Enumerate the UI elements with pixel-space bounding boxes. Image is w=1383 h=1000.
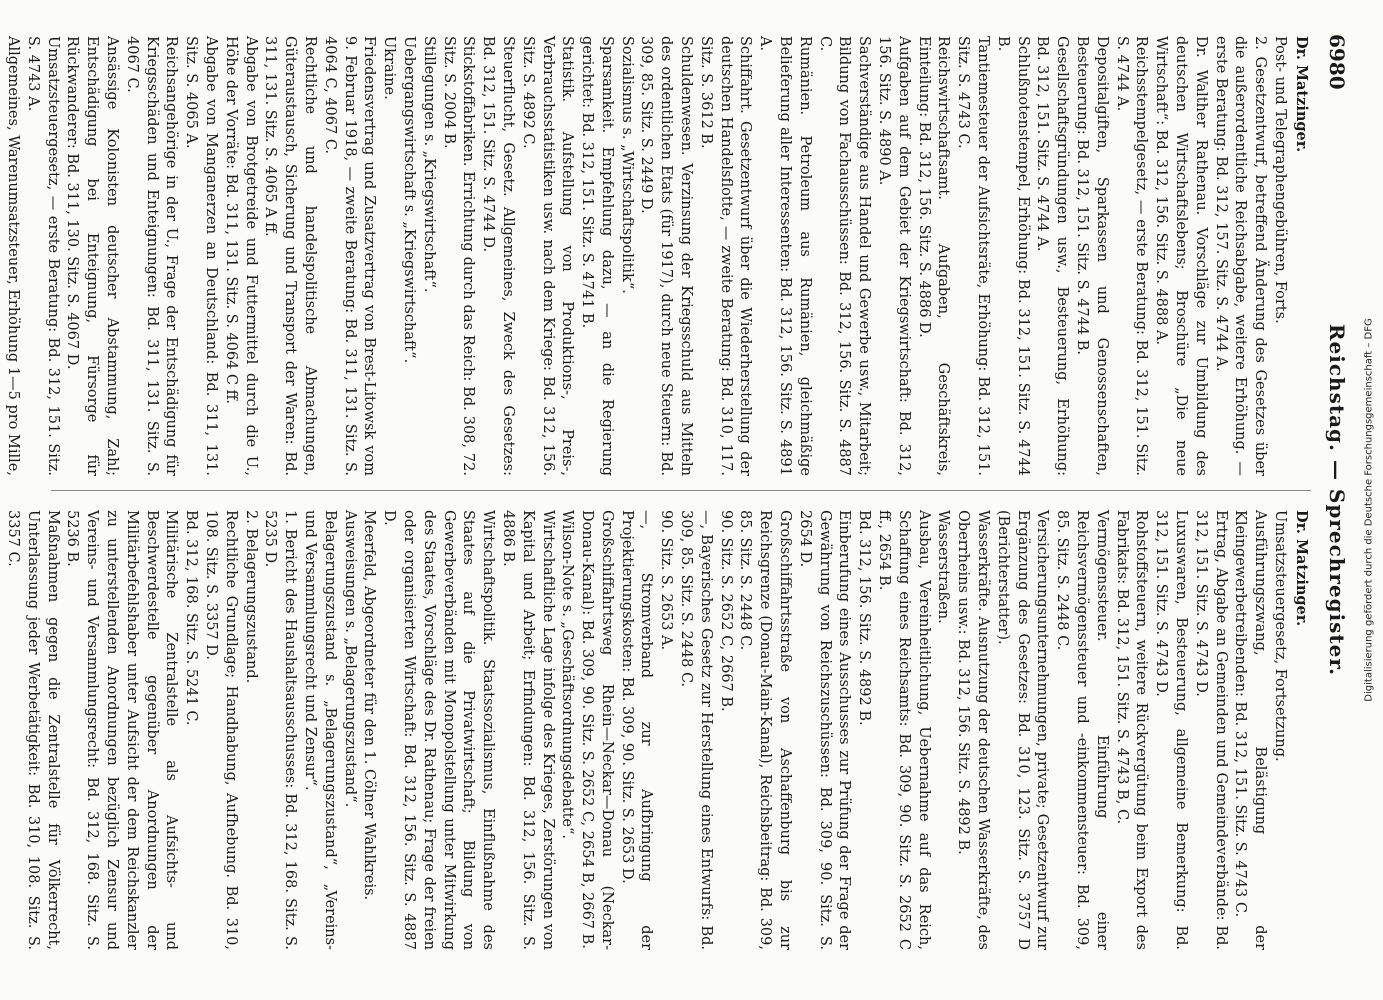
index-entry: Stillegungen s. „Kriegswirtschaft“. xyxy=(420,36,437,293)
index-entry: Uebergangswirtschaft s. „Kriegswirtschaft“. xyxy=(400,36,417,364)
index-entry: Ausbau, Vereinheitlichung, Uebernahme auf das Reich, Schaffung eines Reichsamts: Bd. 309, 90. Sitz. S. 2652 C ff., 2654 B. xyxy=(875,510,932,950)
index-entry: Reichswirtschaftsamt. Aufgaben, Geschäftskreis, Einteilung: Bd. 312, 156. Sitz. S. 4886 D. xyxy=(915,36,951,476)
index-entry: Einberufung eines Ausschusses zur Prüfung der Frage der Gewährung von Reichszuschüssen: Bd. 309, 90. Sitz. S. 2654 D. xyxy=(796,510,852,950)
index-entry: Großschiffahrtsweg Rhein—Neckar—Donau (Neckar-Donau-Kanal): Bd. 309, 90. Sitz. S. 2652 C, 2654 B, 2667 B. xyxy=(578,510,615,950)
index-entry: Sachverständige aus Handel und Gewerbe usw., Mitarbeit; Bildung von Fachausschüssen: Bd. 312, 156. Sitz. S. 4887 C. xyxy=(816,36,872,476)
column-divider xyxy=(51,490,1311,491)
index-entry: Schiffahrt. Gesetzentwurf über die Wiederherstellung der deutschen Handelsflotte, — zweite Beratung: Bd. 310, 117. Sitz. S. 3612 B. xyxy=(697,36,753,476)
index-entry: —, Stromverband zur Aufbringung der Projektierungskosten: Bd. 309, 90. Sitz. S. 2653 D. xyxy=(618,510,654,950)
index-entry: Vermögenssteuer. Einführung einer Reichsvermögenssteuer und -einkommensteuer: Bd. 309, 85. Sitz. S. 2448 C. xyxy=(1053,510,1110,950)
index-entry: Großschiffahrtsstraße von Aschaffenburg bis zur Reichsgrenze (Donau-Main-Kanal), Reichsbeitrag: Bd. 309, 85. Sitz. S. 2448 C. xyxy=(736,510,793,950)
index-entry: Stickstoffabriken. Errichtung durch das Reich: Bd. 308, 72. Sitz. S. 2004 B. xyxy=(440,36,476,476)
index-entry: Bd. 312, 168. Sitz. S. 5241 C. xyxy=(182,510,199,726)
index-entry: Ukraine. xyxy=(380,36,397,100)
index-entry: Gesellschaftsgründungen usw., Besteuerung, Erhöhung: Bd. 312, 151. Sitz. S. 4744 A. xyxy=(1033,36,1070,476)
index-entry: Umsatzsteuergesetz, — erste Beratung: Bd. 312, 151. Sitz. S. 4743 A. xyxy=(24,36,61,476)
index-entry: Tantiemesteuer der Aufsichtsräte, Erhöhung: Bd. 312, 151. Sitz. S. 4743 C. xyxy=(954,36,991,476)
column-head: Dr. Matzinger. xyxy=(1292,36,1310,153)
funding-note-text: Digitalisierung gefördert durch die Deutsche Forschungsgemeinschaft – DFG xyxy=(1363,318,1375,702)
index-entry: Meerfeld, Abgeordneter für den 1. Cölner Wahlkreis. xyxy=(360,510,377,901)
funding-note xyxy=(1361,40,1377,980)
index-entry: Rechtliche und handelspolitische Abmachungen, Güteraustausch, Sicherung und Transport der Waren: Bd. 311, 131. Sitz. S. 4065 A ff. xyxy=(261,36,318,476)
index-entry: 1. Bericht des Haushaltsausschusses: Bd. 312, 168. Sitz. S. 5235 D. xyxy=(261,510,298,950)
index-entry: Rohstoffsteuern, weitere Rückvergütung beim Export des Fabrikats: Bd. 312, 151. Sitz. S. 4743 B, C. xyxy=(1113,510,1149,950)
right-column xyxy=(4,510,1311,950)
index-entry: Abgabe von Manganerzen an Deutschland: Bd. 311, 131. Sitz. S. 4065 A. xyxy=(182,36,219,476)
left-entries xyxy=(0,36,1289,476)
index-entry: Allgemeines, Warenumsatzsteuer, Erhöhung 1—5 pro Mille, xyxy=(4,36,21,476)
rotated-page xyxy=(4,10,1357,990)
page-number: 6980 xyxy=(1324,34,1349,90)
index-entry: Bd. 312, 156. Sitz. S. 4892 B. xyxy=(855,510,872,726)
index-entry: —, Bayerisches Gesetz zur Herstellung eines Entwurfs: Bd. 309, 85. Sitz. S. 2448 C. xyxy=(677,510,714,950)
index-entry: Belagerungszustand s. „Belagerungszustand“, „Vereins- und Versammlungsrecht und Zensur“. xyxy=(301,510,338,950)
index-entry: 2. Belagerungszustand. xyxy=(242,510,259,684)
left-column xyxy=(4,36,1311,476)
index-entry: Militärische Zentralstelle als Aufsichts- und Beschwerdestelle gegenüber Anordnungen der Militärbefehlshaber unter Aufsicht der dem Reichskanzler zu unterstellenden Anordnungen bezüglich Zensur und Vereins- und Versammlungsrecht: Bd. 312, 168. Sitz. S. 5236 B. xyxy=(63,510,179,950)
index-entry: Versicherungsunternehmungen, private; Gesetzentwurf zur Ergänzung des Gesetzes: Bd. 310, 123. Sitz. S. 3757 D (Berichterstatter). xyxy=(994,510,1050,950)
index-entry: Schuldenwesen. Verzinsung der Kriegsschuld aus Mitteln des ordentlichen Etats (für 1917), durch neue Steuern: Bd. 309, 85. Sitz. S. 2449 D. xyxy=(638,36,694,476)
index-entry: Wasserkräfte. Ausnutzung der deutschen Wasserkräfte, des Oberrheins usw.: Bd. 312, 156. Sitz. S. 4892 B. xyxy=(954,510,991,950)
index-entry: Steuerflucht, Gesetz. Allgemeines, Zweck des Gesetzes: Bd. 312, 151. Sitz. S. 4744 D. xyxy=(479,36,516,476)
index-entry: Post- und Telegraphengebühren, Forts. xyxy=(1271,36,1288,324)
index-entry: Luxuswaren, Besteuerung, allgemeine Bemerkung: Bd. 312, 151. Sitz. S. 4743 D. xyxy=(1152,510,1189,950)
index-entry: Statistik. Aufstellung von Produktions-, Preis-, Verbrauchsstatistiken usw. nach dem Kriege: Bd. 312, 156. Sitz. S. 4892 C. xyxy=(519,36,575,476)
index-entry: Abgabe von Brotgetreide und Futtermittel durch die U., Höhe der Vorräte: Bd. 311, 131. Sitz. S. 4064 C ff. xyxy=(222,36,259,476)
index-entry: Umsatzsteuergesetz, Fortsetzung. xyxy=(1271,510,1288,762)
index-entry: Wirtschaftliche Lage infolge des Krieges, Zerstörungen von Kapital und Arbeit; Erfindungen: Bd. 312, 156. Sitz. S. 4886 B. xyxy=(499,510,556,950)
index-entry: Dr. Walther Rathenau. Vorschläge zur Umbildung des deutschen Wirtschaftslebens; Broschüre „Die neue Wirtschaft“: Bd. 312, 156. Sitz. S. 4888 A. xyxy=(1152,36,1209,476)
index-entry: Ertrag, Abgabe an Gemeinden und Gemeindeverbände: Bd. 312, 151. Sitz. S. 4743 D. xyxy=(1192,510,1229,950)
page-title: Reichstag. — Sprechregister. xyxy=(1324,323,1349,677)
index-entry: Sozialismus s. „Wirtschaftspolitik“. xyxy=(618,36,635,294)
index-entry: Ansässige Kolonisten deutscher Abstammung, Zahl; Entschädigung bei Enteignung, Fürsorge für Rückwanderer: Bd. 311, 130. Sitz. S. 4067 D. xyxy=(63,36,120,476)
index-entry: Maßnahmen gegen die Zentralstelle für Völkerrecht, Unterlassung jeder Werbetätigkeit: Bd. 310, 108. Sitz. S. 3357 C. xyxy=(4,510,61,950)
index-entry: 90. Sitz. S. 2653 A. xyxy=(657,510,674,651)
index-entry: Reichsstempelgesetz, — erste Beratung: Bd. 312, 151. Sitz. S. 4744 A. xyxy=(1113,36,1149,476)
index-entry: Reichsangehörige in der U., Frage der Entschädigung für Kriegsschäden und Enteignungen: Bd. 311, 131. Sitz. S. 4067 C. xyxy=(123,36,179,476)
index-entry: Aufgaben auf dem Gebiet der Kriegswirtschaft: Bd. 312, 156. Sitz. S. 4890 A. xyxy=(875,36,912,476)
index-entry: 2. Gesetzentwurf, betreffend Änderung des Gesetzes über die außerordentliche Reichsabgabe, weitere Erhöhung. — erste Beratung: Bd. 312, 157. Sitz. S. 4744 A. xyxy=(1212,36,1268,476)
index-entry: Ausführungszwang, Belästigung der Kleingewerbetreibenden: Bd. 312, 151. Sitz. S. 4743 C. xyxy=(1231,510,1268,950)
index-entry: Depositalgiften, Sparkassen und Genossenschaften, Besteuerung: Bd. 312, 151. Sitz. S. 4744 B. xyxy=(1073,36,1110,476)
index-entry: Rumänien. Petroleum aus Rumänien, gleichmäßige Belieferung aller Interessenten: Bd. 312, 156. Sitz. S. 4891 A. xyxy=(756,36,813,476)
index-entry: 90. Sitz. S. 2652 C, 2667 B. xyxy=(717,510,734,712)
index-entry: Friedensvertrag und Zusatzvertrag von Brest-Litowsk vom 9. Februar 1918, — zweite Beratung: Bd. 311, 131. Sitz. S. 4064 C, 4067 C. xyxy=(321,36,377,476)
index-entry: Wasserstraßen. xyxy=(934,510,951,624)
index-entry: Ausweisungen s. „Belagerungszustand“. xyxy=(341,510,358,808)
index-entry: Sparsamkeit. Empfehlung dazu, — an die Regierung gerichtet: Bd. 312, 151. Sitz. S. 4741 B. xyxy=(578,36,615,476)
column-head: Dr. Matzinger. xyxy=(1292,510,1310,627)
right-entries xyxy=(2,510,1289,950)
index-entry: Wilson-Note s. „Geschäftsordnungsdebatte“. xyxy=(558,510,575,840)
index-entry: Rechtliche Grundlage; Handhabung, Aufhebung. Bd. 310, 108. Sitz. S. 3357 D. xyxy=(202,510,239,950)
index-entry: Wirtschaftspolitik. Staatssozialismus, Einflußnahme des Staates auf die Privatwirtschaft; Bildung von Gewerbeverbänden mit Monopolstellung unter Mitwirkung des Staates, Vorschläge des Dr. Rathenau; Frage der freien oder organisierten Wirtschaft: Bd. 312, 156. Sitz. S. 4887 D. xyxy=(380,510,496,950)
index-entry: Schlußnotenstempel, Erhöhung: Bd. 312, 151. Sitz. S. 4744 B. xyxy=(994,36,1031,476)
